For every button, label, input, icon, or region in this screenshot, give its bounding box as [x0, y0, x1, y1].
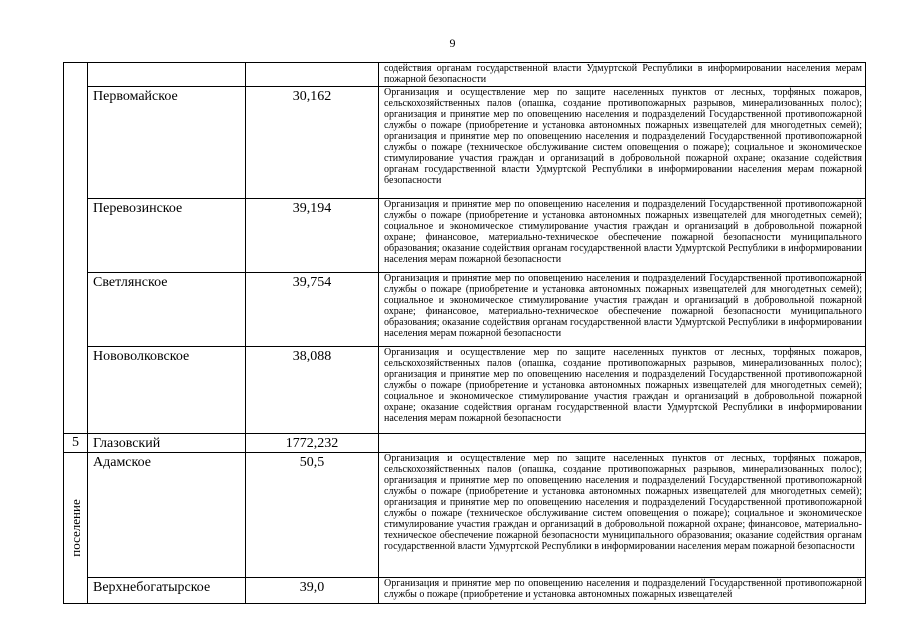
table-row [64, 577, 866, 603]
district-amount: 1772,232 [246, 434, 379, 453]
table-row [64, 63, 866, 87]
settlement-name: Перевозинское [88, 199, 246, 273]
settlement-description: Организация и осуществление мер по защите населенных пунктов от лесных, торфяных пожаров, сельскохозяйственных палов (опашка, создание противопожарных разрывов, минерализованных полос); организация и принятие мер по оповещению населения и подразделений Государственной противопожарной службы о пожаре (приобретение и установка автономных пожарных извещателей для многодетных семей); организация и принятие мер по оповещению населения и подразделений Государственной противопожарной службы о пожаре (техническое обслуживание систем оповещения о пожаре); социальное и экономическое стимулирование участия граждан и организаций в добровольной пожарной охране; финансовое, материально-техническое обеспечение пожарной безопасности муниципального образования; оказание содействия органам государственной власти Удмуртской Республики в информировании населения мерам пожарной безопасности [379, 453, 866, 578]
settlement-amount: 38,088 [246, 347, 379, 434]
settlement-amount: 39,754 [246, 273, 379, 347]
settlement-amount: 30,162 [246, 87, 379, 199]
settlement-amount: 39,194 [246, 199, 379, 273]
settlement-amount: 39,0 [246, 577, 379, 603]
settlement-description: Организация и осуществление мер по защите населенных пунктов от лесных, торфяных пожаров, сельскохозяйственных палов (опашка, создание противопожарных разрывов, минерализованных полос); организация и принятие мер по оповещению населения и подразделений Государственной противопожарной службы о пожаре (приобретение и установка автономных пожарных извещателей для многодетных семей); социальное и экономическое стимулирование участия граждан и организаций в добровольной пожарной охране; оказание содействия органам государственной власти Удмуртской Республики в информировании населения мерам пожарной безопасности [379, 347, 866, 434]
table-row [64, 273, 866, 347]
settlement-name [88, 63, 246, 87]
row-number-cell [64, 63, 88, 434]
district-name: Глазовский [88, 434, 246, 453]
settlement-name: Нововолковское [88, 347, 246, 434]
vertical-label-cell [64, 453, 88, 604]
page-number: 9 [449, 36, 456, 50]
settlement-name: Первомайское [88, 87, 246, 199]
settlement-description: содействия органам государственной власти Удмуртской Республики в информировании населения мерам пожарной безопасности [379, 63, 866, 87]
table-row [64, 347, 866, 434]
funding-table [63, 62, 866, 604]
settlement-type-label: поселение [67, 499, 83, 557]
settlement-description: Организация и принятие мер по оповещению населения и подразделений Государственной противопожарной службы о пожаре (приобретение и установка автономных пожарных извещателей для многодетных семей); социальное и экономическое стимулирование участия граждан и организаций в добровольной пожарной охране; финансовое, материально-техническое обеспечение пожарной безопасности муниципального образования; оказание содействия органам государственной власти Удмуртской Республики в информировании населения мерам пожарной безопасности [379, 273, 866, 347]
district-row [64, 434, 866, 453]
settlement-name: Светлянское [88, 273, 246, 347]
settlement-amount: 50,5 [246, 453, 379, 578]
settlement-description: Организация и принятие мер по оповещению населения и подразделений Государственной противопожарной службы о пожаре (приобретение и установка автономных пожарных извещателей для многодетных семей); социальное и экономическое стимулирование участия граждан и организаций в добровольной пожарной охране; финансовое, материально-техническое обеспечение пожарной безопасности муниципального образования; оказание содействия органам государственной власти Удмуртской Республики в информировании населения мерам пожарной безопасности [379, 199, 866, 273]
settlement-description: Организация и принятие мер по оповещению населения и подразделений Государственной противопожарной службы о пожаре (приобретение и установка автономных пожарных извещателей [379, 577, 866, 603]
settlement-description: Организация и осуществление мер по защите населенных пунктов от лесных, торфяных пожаров, сельскохозяйственных палов (опашка, создание противопожарных разрывов, минерализованных полос); организация и принятие мер по оповещению населения и подразделений Государственной противопожарной службы о пожаре (приобретение и установка автономных пожарных извещателей для многодетных семей); организация и принятие мер по оповещению населения и подразделений Государственной противопожарной службы о пожаре (техническое обслуживание систем оповещения о пожаре); социальное и экономическое стимулирование участия граждан и организаций в добровольной пожарной охране; оказание содействия органам государственной власти Удмуртской Республики в информировании населения мерам пожарной безопасности [379, 87, 866, 199]
table-row [64, 87, 866, 199]
settlement-amount [246, 63, 379, 87]
table-row [64, 453, 866, 578]
district-description [379, 434, 866, 453]
district-number: 5 [64, 434, 88, 453]
table-row [64, 199, 866, 273]
settlement-name: Адамское [88, 453, 246, 578]
settlement-name: Верхнебогатырское [88, 577, 246, 603]
